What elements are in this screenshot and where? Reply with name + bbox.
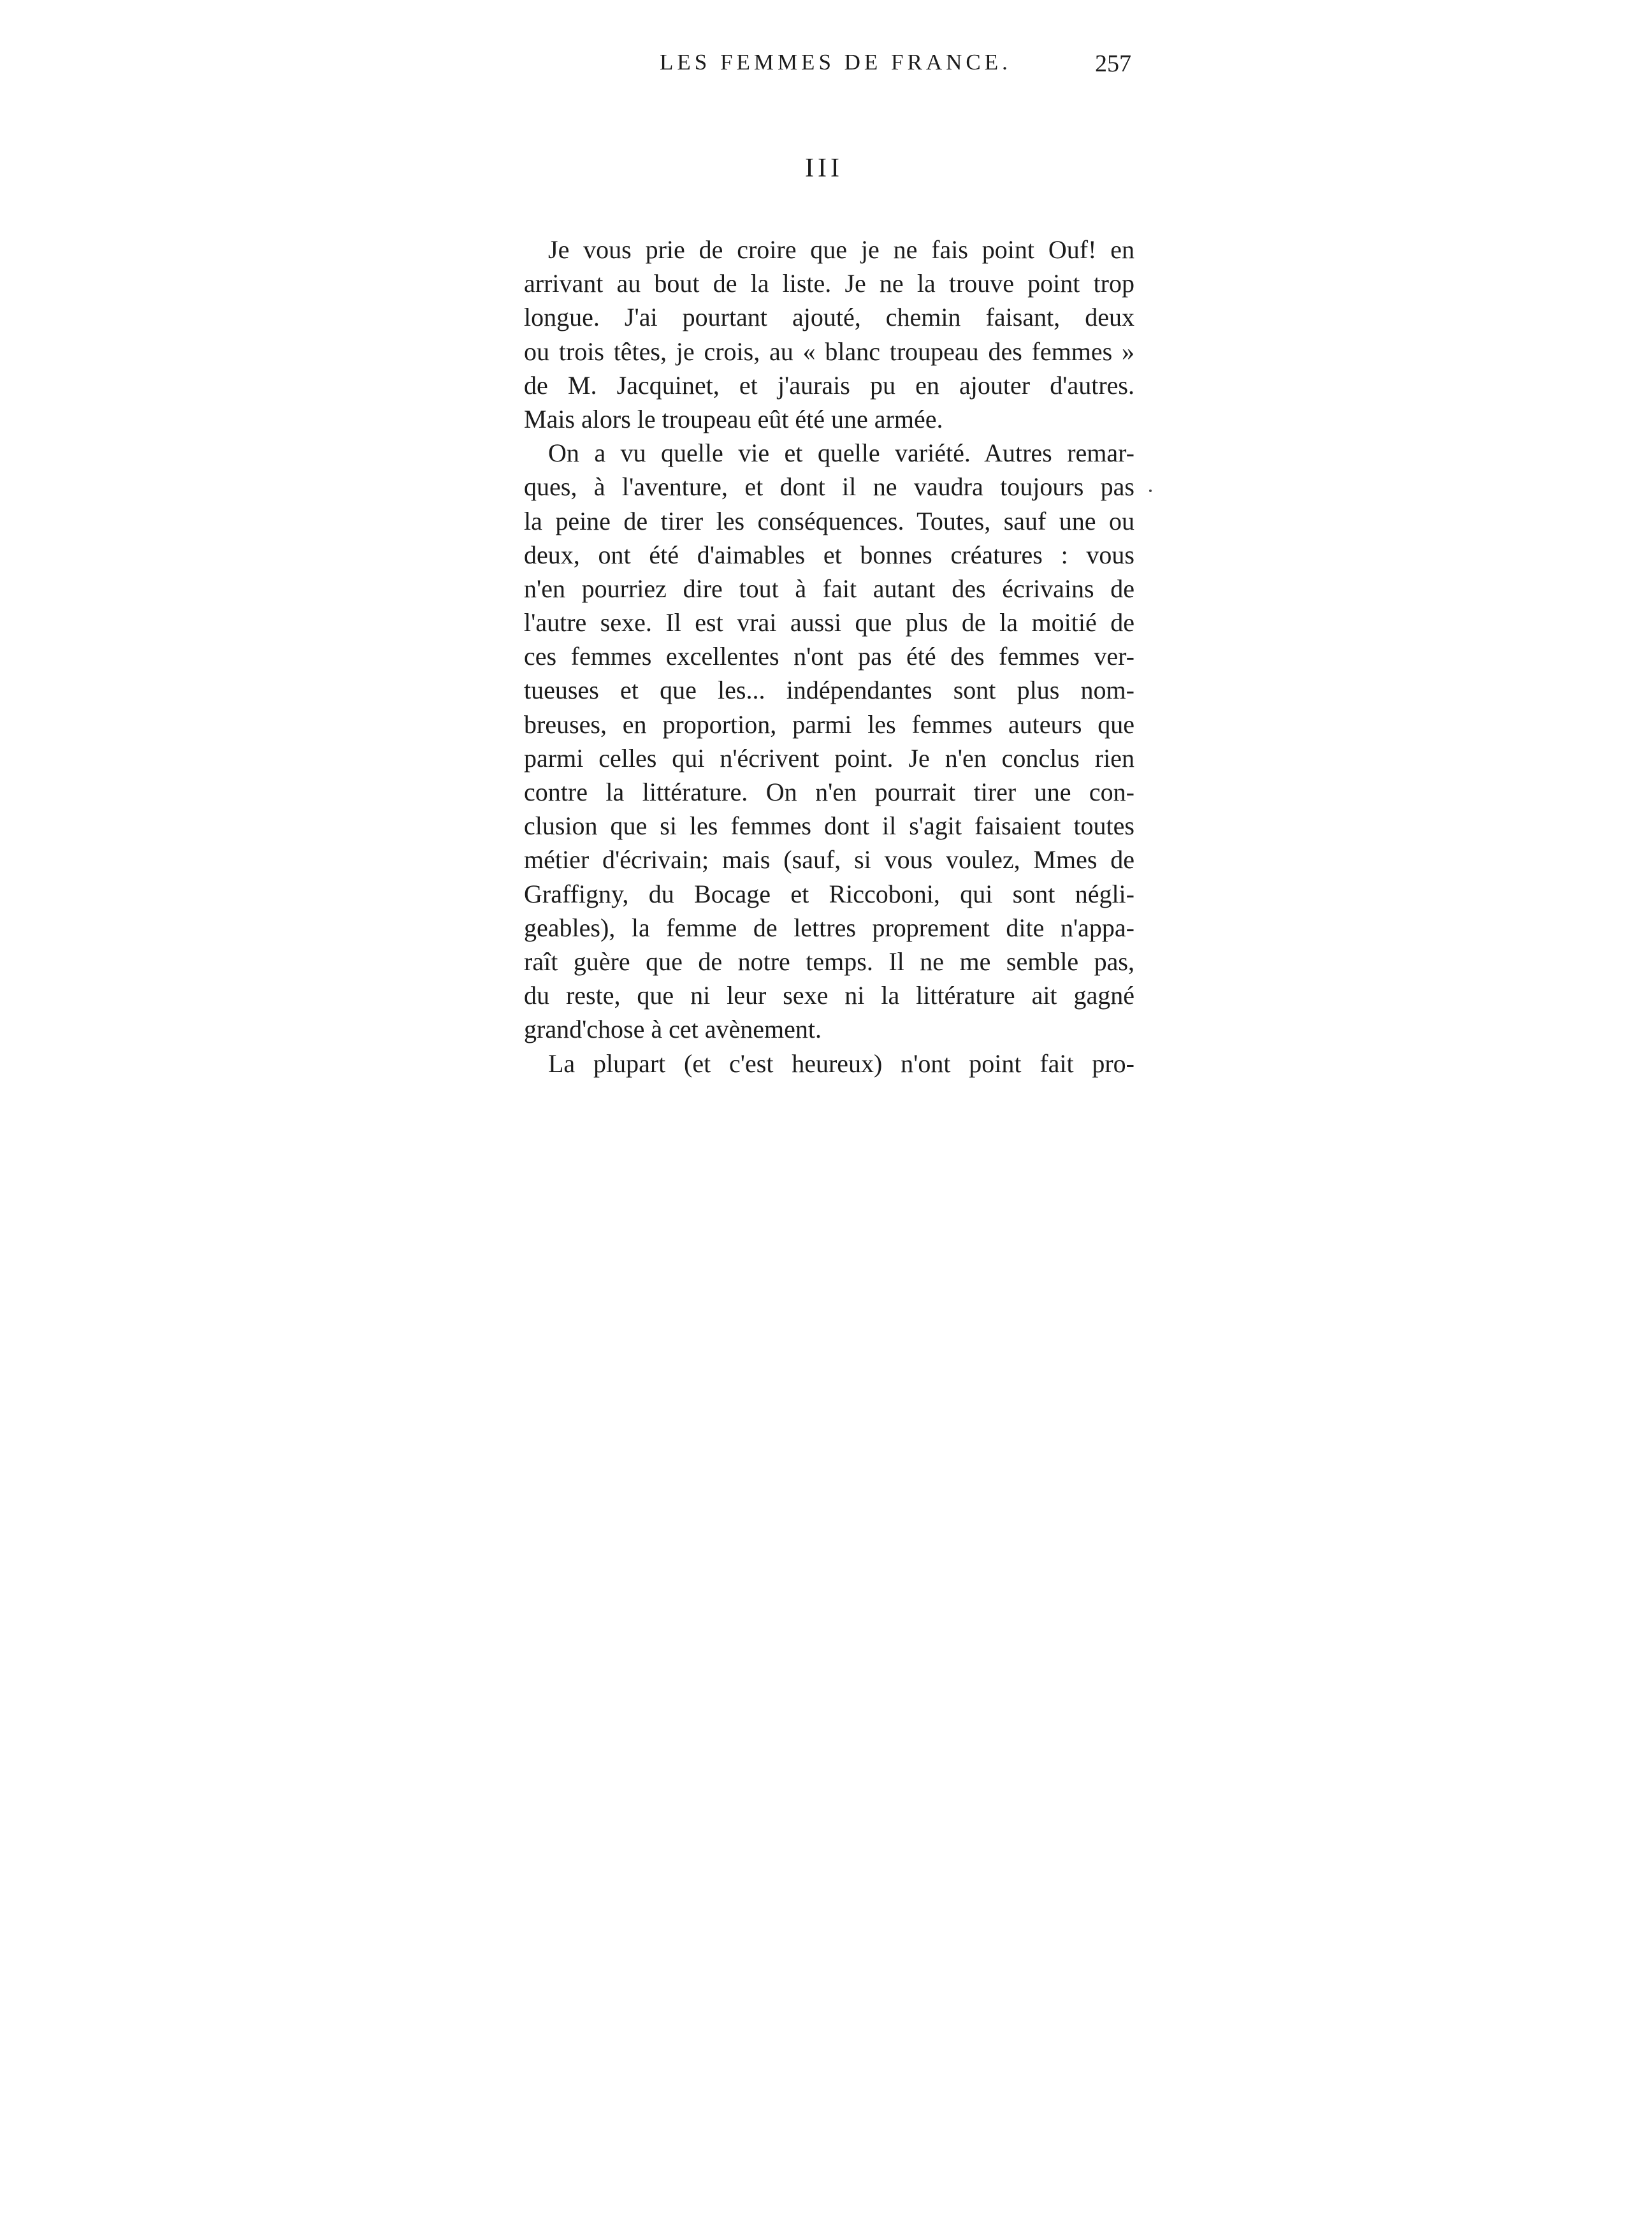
page-number: 257 [1095, 50, 1131, 77]
text-line: tueuses et que les... indépendantes sont plus nom- [524, 676, 1134, 705]
text-line: ou trois têtes, je crois, au « blanc troupeau des femmes » [524, 337, 1134, 366]
text-line: métier d'écrivain; mais (sauf, si vous voulez, Mmes de [524, 845, 1134, 875]
text-line: Mais alors le troupeau eût été une armée. [524, 404, 943, 433]
text-line: ques, à l'aventure, et dont il ne vaudra toujours pas [524, 472, 1134, 502]
text-line: On a vu quelle vie et quelle variété. Autres remar- [548, 439, 1134, 468]
text-line: La plupart (et c'est heureux) n'ont point fait pro- [548, 1049, 1134, 1078]
text-line: Je vous prie de croire que je ne fais point Ouf! en [548, 235, 1134, 264]
section-number: III [805, 154, 843, 183]
text-line: deux, ont été d'aimables et bonnes créatures : vous [524, 540, 1134, 569]
text-line: n'en pourriez dire tout à fait autant des écrivains de [524, 574, 1134, 603]
text-line: Graffigny, du Bocage et Riccoboni, qui sont négli- [524, 879, 1134, 908]
text-line: longue. J'ai pourtant ajouté, chemin faisant, deux [524, 303, 1134, 332]
text-line: grand'chose à cet avènement. [524, 1015, 822, 1044]
text-line: breuses, en proportion, parmi les femmes auteurs que [524, 709, 1134, 739]
text-line: de M. Jacquinet, et j'aurais pu en ajouter d'autres. [524, 370, 1134, 400]
text-line: du reste, que ni leur sexe ni la littérature ait gagné [524, 981, 1134, 1010]
text-line: contre la littérature. On n'en pourrait tirer une con- [524, 778, 1134, 806]
text-line: geables), la femme de lettres proprement dite n'appa- [524, 913, 1134, 942]
text-line: raît guère que de notre temps. Il ne me semble pas, [524, 947, 1134, 976]
body-text [524, 233, 1134, 1080]
running-head: LES FEMMES DE FRANCE. [660, 50, 1011, 75]
text-line: l'autre sexe. Il est vrai aussi que plus de la moitié de [524, 608, 1134, 637]
text-line: arrivant au bout de la liste. Je ne la trouve point trop [524, 269, 1134, 298]
text-line: clusion que si les femmes dont il s'agit faisaient toutes [524, 811, 1134, 841]
text-line: parmi celles qui n'écrivent point. Je n'en conclus rien [524, 743, 1134, 773]
text-line: la peine de tirer les conséquences. Toutes, sauf une ou [524, 506, 1134, 535]
text-line: ces femmes excellentes n'ont pas été des femmes ver- [524, 642, 1134, 671]
scan-speck [1149, 490, 1152, 492]
